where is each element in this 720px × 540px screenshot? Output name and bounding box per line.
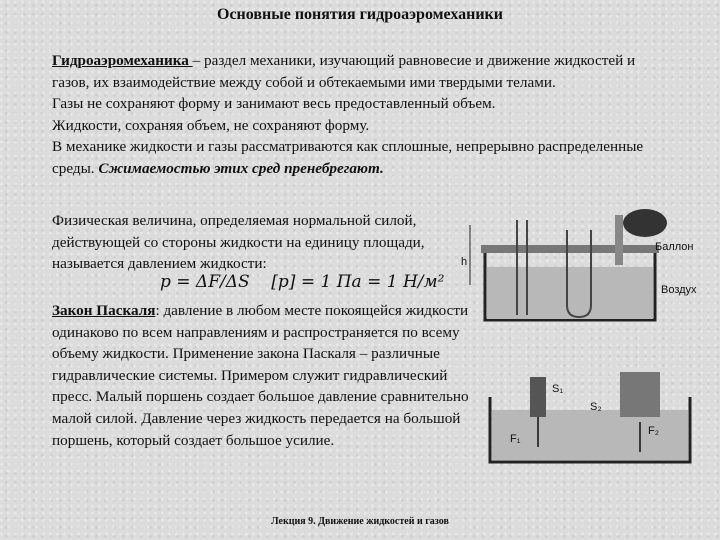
- liquid-fill: [487, 267, 653, 319]
- intro-paragraph: [52, 50, 672, 180]
- vessel-lid: [481, 245, 659, 253]
- continuum-text: В механике жидкости и газы рассматриваются как сплошные, непрерывно распределенные среды.: [52, 138, 644, 177]
- term-hydroaeromechanics: Гидроаэромеханика: [52, 52, 193, 69]
- h-label: h: [461, 256, 468, 268]
- compressibility-text: Сжимаемостью этих сред пренебрегают.: [98, 159, 384, 177]
- f2-label: F₂: [648, 425, 659, 437]
- pressure-definition: Физическая величина, определяемая нормальной силой, действующей со стороны жидкости на единицу площади, называется давлением жидкости:: [52, 212, 425, 273]
- balloon-pipe: [615, 215, 623, 265]
- gases-text: Газы не сохраняют форму и занимают весь предоставленный объем.: [52, 95, 496, 113]
- f1-label: F₁: [510, 433, 521, 445]
- formula-unit: [p] = 1 Па = 1 Н/м²: [271, 272, 445, 292]
- slide-title: Основные понятия гидроаэромеханики: [217, 6, 503, 23]
- liquids-text: Жидкости, сохраняя объем, не сохраняют форму.: [52, 116, 370, 134]
- hydraulic-press-figure: [480, 372, 710, 467]
- term-pascal-law: Закон Паскаля: [52, 302, 156, 319]
- definition-text: – раздел механики, изучающий равновесие и движение жидкостей и газов, их взаимодействие между собой и обтекаемыми ими твердыми телами.: [52, 52, 636, 91]
- balloon-label: Баллон: [655, 241, 694, 253]
- small-piston: [530, 377, 546, 417]
- air-label: Воздух: [661, 284, 697, 296]
- pascal-paragraph: [52, 300, 472, 451]
- large-piston: [620, 372, 660, 417]
- s1-label: S₁: [552, 383, 564, 395]
- pascal-text: : давление в любом месте покоящейся жидкости одинаково по всем направлениям и распространяется по всему объему жидкости. Применение закона Паскаля – различные гидравлические системы. Примером служит гидравлический пресс. Малый поршень создает большое давление сравнительно малой силой. Давление через жидкость передается на большой поршень, который создает большое усилие.: [52, 302, 469, 449]
- formula-main: p = ΔF/ΔS: [160, 272, 250, 292]
- balloon-bulb: [623, 209, 667, 237]
- manometer-figure: [455, 205, 705, 325]
- footer: Лекция 9. Движение жидкостей и газов: [271, 516, 449, 527]
- s2-label: S₂: [590, 401, 602, 413]
- pressure-formula: [160, 272, 444, 292]
